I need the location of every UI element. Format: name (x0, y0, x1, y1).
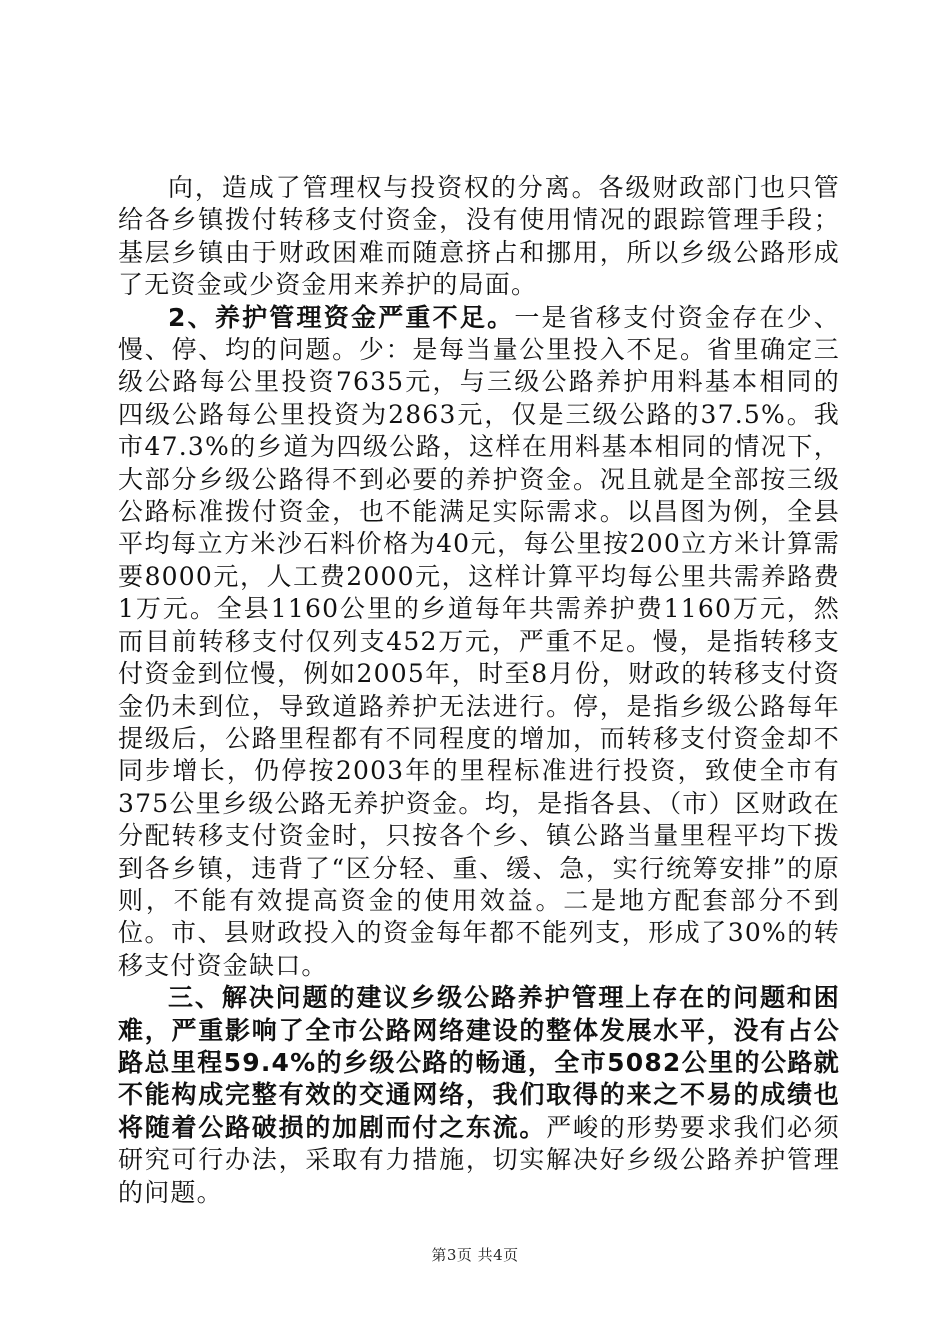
paragraph-3-lead: 三、解决问题的建议乡级公路养护管理上存在的问题和困难，严重影响了全市公路网络建设的整体发展水平，没有占公路总里程59.4%的乡级公路的畅通，全市5082公里的公路就不能构成完整有效的交通网络，我们取得的来之不易的成绩也将随着公路破损的加剧而付之东流。 (118, 983, 840, 1142)
paragraph-2-text: 一是省移支付资金存在少、慢、停、均的问题。少：是每当量公里投入不足。省里确定三级公路每公里投资7635元，与三级公路养护用料基本相同的四级公路每公里投资为2863元，仅是三级公路的37.5%。我市47.3%的乡道为四级公路，这样在用料基本相同的情况下，大部分乡级公路得不到必要的养护资金。况且就是全部按三级公路标准拨付资金，也不能满足实际需求。以昌图为例，全县平均每立方米沙石料价格为40元，每公里按200立方米计算需要8000元，人工费2000元，这样计算平均每公里共需养路费1万元。全县1160公里的乡道每年共需养护费1160万元，然而目前转移支付仅列支452万元，严重不足。慢，是指转移支付资金到位慢，例如2005年，时至8月份，财政的转移支付资金仍未到位，导致道路养护无法进行。停，是指乡级公路每年提级后，公路里程都有不同程度的增加，而转移支付资金却不同步增长，仍停按2003年的里程标准进行投资，致使全市有375公里乡级公路无养护资金。均，是指各县、（市）区财政在分配转移支付资金时，只按各个乡、镇公路当量里程平均下拨到各乡镇，违背了“区分轻、重、缓、急，实行统筹安排”的原则，不能有效提高资金的使用效益。二是地方配套部分不到位。市、县财政投入的资金每年都不能列支，形成了30%的转移支付资金缺口。 (118, 302, 841, 980)
paragraph-3-text: 严峻的形势要求我们必须研究可行办法，采取有力措施，切实解决好乡级公路养护管理的问题。 (118, 1112, 841, 1207)
page-number-label: 第3页 共4页 (431, 1246, 519, 1264)
paragraph-1-text: 向，造成了管理权与投资权的分离。各级财政部门也只管给各乡镇拨付转移支付资金，没有使用情况的跟踪管理手段；基层乡镇由于财政困难而随意挤占和挪用，所以乡级公路形成了无资金或少资金用来养护的局面。 (118, 173, 840, 300)
paragraph-continuation (118, 172, 840, 302)
paragraph-funding-shortage (118, 302, 840, 983)
paragraph-suggestions (118, 982, 840, 1209)
document-body (118, 172, 840, 1209)
page-footer (0, 1244, 950, 1265)
paragraph-2-lead: 2、养护管理资金严重不足。 (168, 302, 515, 332)
